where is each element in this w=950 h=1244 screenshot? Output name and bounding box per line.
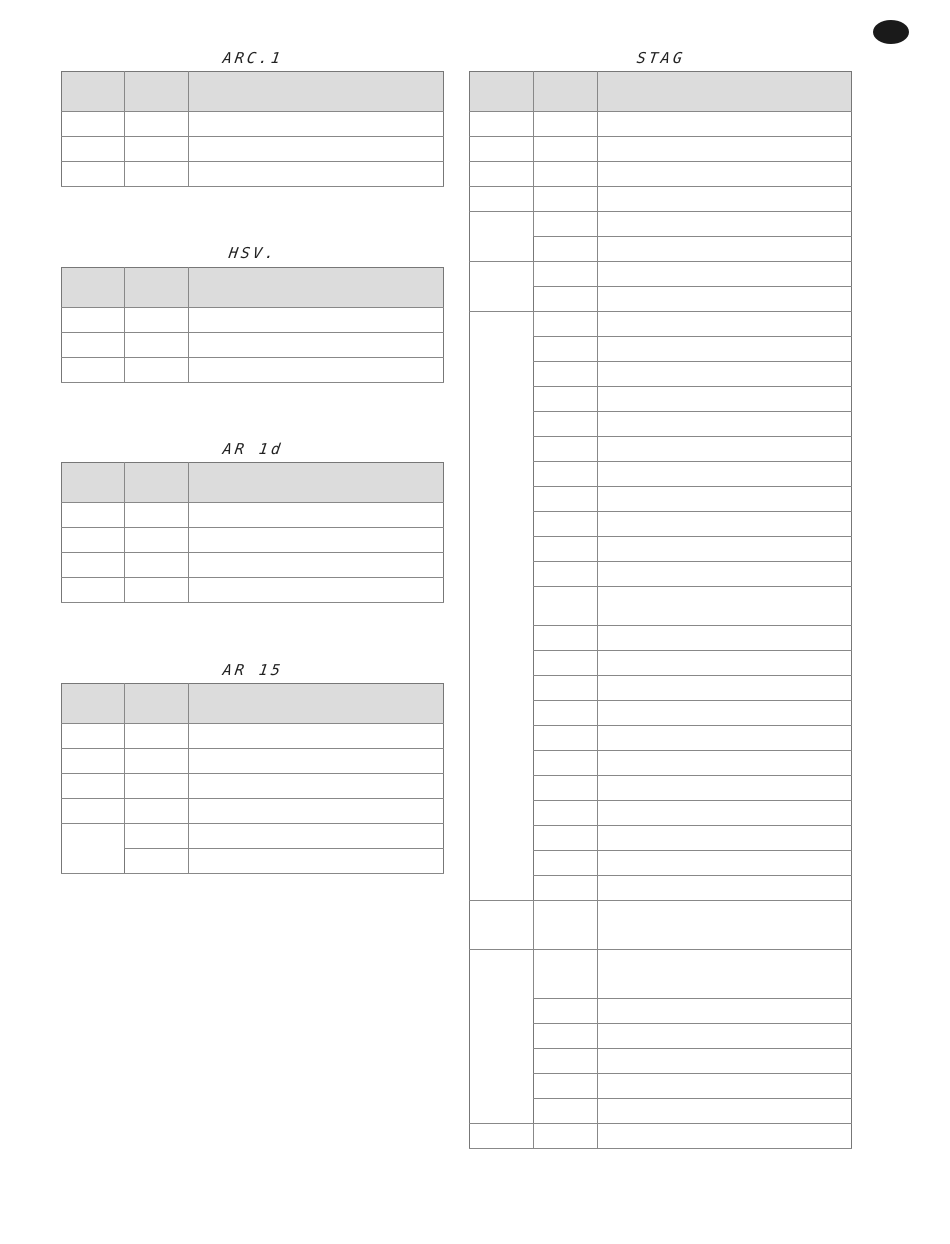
table-row: [62, 799, 444, 824]
table-ar15: [61, 683, 444, 874]
table-row: [62, 503, 444, 528]
table-row: [62, 774, 444, 799]
table-row: [62, 749, 444, 774]
table-row: [62, 724, 444, 749]
table-row: [62, 333, 444, 358]
table-header: [62, 72, 444, 112]
table-row: [470, 212, 852, 237]
table-arc1: [61, 71, 444, 187]
table-header: [62, 268, 444, 308]
table-row: [62, 308, 444, 333]
table-row: [470, 112, 852, 137]
table-row: [470, 262, 852, 287]
table-row: [470, 187, 852, 212]
table-ar1d: [61, 462, 444, 603]
table-row: [470, 901, 852, 950]
table-row: [62, 137, 444, 162]
table-row: [470, 312, 852, 337]
table-row: [62, 824, 444, 849]
section-title-ar1d: AR 1d: [221, 440, 285, 458]
table-row: [62, 358, 444, 383]
table-header: [470, 72, 852, 112]
section-title-ar15: AR 15: [221, 661, 285, 679]
language-badge: [873, 20, 909, 44]
table-row: [470, 162, 852, 187]
table-row: [62, 528, 444, 553]
table-header: [62, 463, 444, 503]
table-row: [470, 950, 852, 999]
table-row: [62, 553, 444, 578]
section-title-arc1: ARC.1: [221, 49, 285, 67]
table-stag: [469, 71, 852, 1149]
section-title-stag: STAG: [635, 49, 687, 67]
table-hsv: [61, 267, 444, 383]
table-row: [62, 162, 444, 187]
table-row: [62, 578, 444, 603]
section-title-hsv: HSV.: [227, 244, 279, 262]
table-row: [470, 1124, 852, 1149]
table-row: [470, 137, 852, 162]
table-header: [62, 684, 444, 724]
table-row: [62, 112, 444, 137]
